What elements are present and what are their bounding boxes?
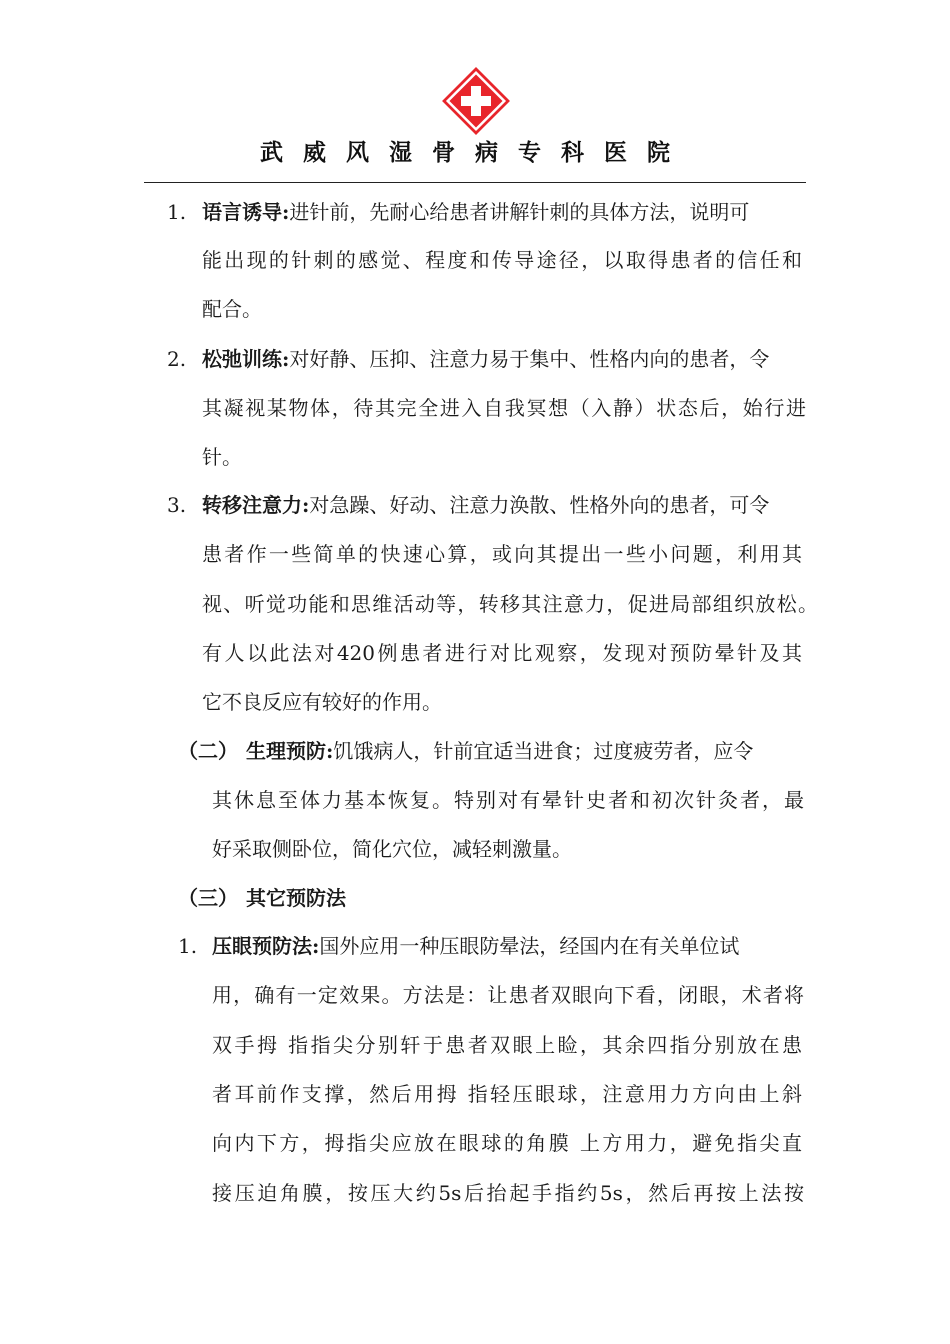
paragraph-line <box>202 491 806 519</box>
item-number: 1. <box>167 200 187 224</box>
hospital-name: 武威风湿骨病专科医院 <box>260 139 690 166</box>
paragraph-line: 向内下方，拇指尖应放在眼球的角膜 上方用力，避免指尖直 <box>212 1131 802 1155</box>
section-number: （三） <box>178 886 238 910</box>
item-text: 国外应用一种压眼防晕法，经国内在有关单位试 <box>319 934 740 958</box>
paragraph-line: 视、听觉功能和思维活动等，转移其注意力，促进局部组织放松。 <box>202 592 818 616</box>
red-cross-emblem-icon <box>441 66 511 136</box>
section-title: 生理预防: <box>246 739 334 763</box>
paragraph-line: 其休息至体力基本恢复。特别对有晕针史者和初次针灸者，最 <box>212 788 804 812</box>
paragraph-line <box>246 737 806 765</box>
item-number: 3. <box>167 493 187 517</box>
paragraph-line: 配合。 <box>202 297 262 321</box>
paragraph-line: 用，确有一定效果。方法是：让患者双眼向下看，闭眼，术者将 <box>212 983 804 1007</box>
section-title: 其它预防法 <box>246 886 346 910</box>
paragraph-line: 好采取侧卧位，简化穴位，减轻刺激量。 <box>212 837 572 861</box>
paragraph-line: 有人以此法对420例患者进行对比观察，发现对预防晕针及其 <box>202 641 802 665</box>
item-text: 进针前，先耐心给患者讲解针刺的具体方法，说明可 <box>289 200 750 224</box>
section-text: 饥饿病人，针前宜适当进食；过度疲劳者，应令 <box>333 739 754 763</box>
paragraph-line: 针。 <box>202 445 242 469</box>
paragraph-line: 其凝视某物体，待其完全进入自我冥想（入静）状态后，始行进 <box>202 396 806 420</box>
paragraph-line: 能出现的针刺的感觉、程度和传导途径，以取得患者的信任和 <box>202 248 802 272</box>
item-title: 语言诱导: <box>202 200 290 224</box>
paragraph-line: 双手拇 指指尖分别轩于患者双眼上睑，其余四指分别放在患 <box>212 1033 802 1057</box>
paragraph-line: 患者作一些简单的快速心算，或向其提出一些小问题，利用其 <box>202 542 802 566</box>
item-title: 松弛训练: <box>202 347 290 371</box>
item-number: 1. <box>178 934 198 958</box>
item-text: 对急躁、好动、注意力涣散、性格外向的患者，可令 <box>309 493 770 517</box>
paragraph-line: 它不良反应有较好的作用。 <box>202 690 442 714</box>
paragraph-line <box>202 198 806 226</box>
header-divider <box>144 182 806 183</box>
item-text: 对好静、压抑、注意力易于集中、性格内向的患者，令 <box>289 347 770 371</box>
item-title: 转移注意力: <box>202 493 310 517</box>
paragraph-line <box>202 345 806 373</box>
paragraph-line: 者耳前作支撑，然后用拇 指轻压眼球，注意用力方向由上斜 <box>212 1082 802 1106</box>
section-number: （二） <box>178 739 238 763</box>
item-title: 压眼预防法: <box>212 934 320 958</box>
paragraph-line: 接压迫角膜，按压大约5s后抬起手指约5s，然后再按上法按 <box>212 1181 804 1205</box>
paragraph-line <box>212 932 806 960</box>
item-number: 2. <box>167 347 187 371</box>
